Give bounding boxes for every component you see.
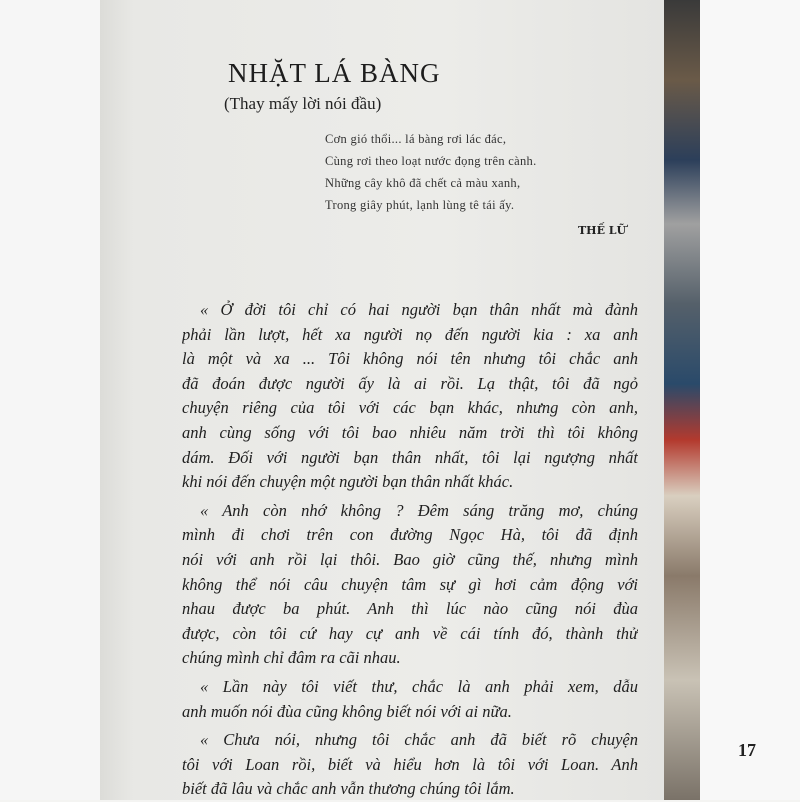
poem-line: Cơn gió thổi... lá bàng rơi lác đác, — [325, 132, 507, 146]
text-line: nói với anh rồi lại thôi. Bao giờ cũng thế, nhưng mình — [182, 549, 638, 569]
text-line: « Chưa nói, nhưng tôi chắc anh đã biết rõ chuyện — [200, 730, 638, 750]
body-text — [182, 298, 638, 802]
text-line: anh cùng sống với tôi bao nhiêu năm trời thì tôi không — [182, 422, 638, 442]
text-line: « Anh còn nhớ không ? Đêm sáng trăng mơ, chúng — [200, 500, 638, 520]
paragraph — [182, 728, 638, 802]
text-line: phải lần lượt, hết xa người nọ đến người kia : xa anh — [182, 324, 638, 344]
text-line: mình đi chơi trên con đường Ngọc Hà, tôi đã định — [182, 525, 638, 545]
text-line: tôi với Loan rồi, biết và hiểu hơn là tôi với Loan. Anh — [182, 754, 638, 774]
text-line: chúng mình chỉ đâm ra cãi nhau. — [182, 648, 401, 668]
poem-line: Trong giây phút, lạnh lùng tê tái ấy. — [325, 198, 515, 212]
text-line: anh muốn nói đùa cũng không biết nói với ai nữa. — [182, 701, 512, 721]
text-line: « Ở đời tôi chỉ có hai người bạn thân nhất mà đành — [200, 300, 638, 319]
text-line: dám. Đối với người bạn thân nhất, tôi lại ngượng nhất — [182, 447, 638, 467]
poem-author: THẾ LỮ — [578, 224, 627, 237]
text-line: không thể nói câu chuyện tâm sự gì hơi cảm động với — [182, 574, 638, 594]
paragraph — [182, 298, 638, 495]
text-line: biết đã lâu và chắc anh vẫn thương chúng tôi lắm. — [182, 779, 515, 799]
epigraph-poem — [325, 128, 537, 216]
text-line: khi nói đến chuyện một người bạn thân nhất khác. — [182, 472, 514, 492]
poem-line: Cùng rơi theo loạt nước đọng trên cành. — [325, 154, 537, 168]
paragraph — [182, 499, 638, 671]
text-line: « Lần này tôi viết thư, chắc là anh phải xem, dẫu — [200, 676, 638, 696]
text-line: đã đoán được người ấy là ai rồi. Lạ thật, tôi đã ngỏ — [182, 373, 638, 393]
chapter-subtitle: (Thay mấy lời nói đầu) — [224, 94, 382, 113]
chapter-title: NHẶT LÁ BÀNG — [228, 58, 441, 88]
background-left — [0, 0, 100, 800]
text-line: được, còn tôi cứ hay cự anh về cái tính đó, thành thử — [182, 623, 638, 643]
bookshelf-background — [664, 0, 700, 800]
poem-line: Những cây khô đã chết cả màu xanh, — [325, 176, 521, 190]
background-right — [700, 0, 800, 800]
page-number: 17 — [738, 740, 756, 760]
text-line: chuyện riêng của tôi với các bạn khác, nhưng còn anh, — [182, 398, 638, 418]
text-line: nhau được ba phút. Anh thì lúc nào cũng nói đùa — [182, 599, 638, 619]
text-line: là một và xa ... Tôi không nói tên nhưng tôi chắc anh — [182, 349, 638, 369]
paragraph — [182, 675, 638, 724]
